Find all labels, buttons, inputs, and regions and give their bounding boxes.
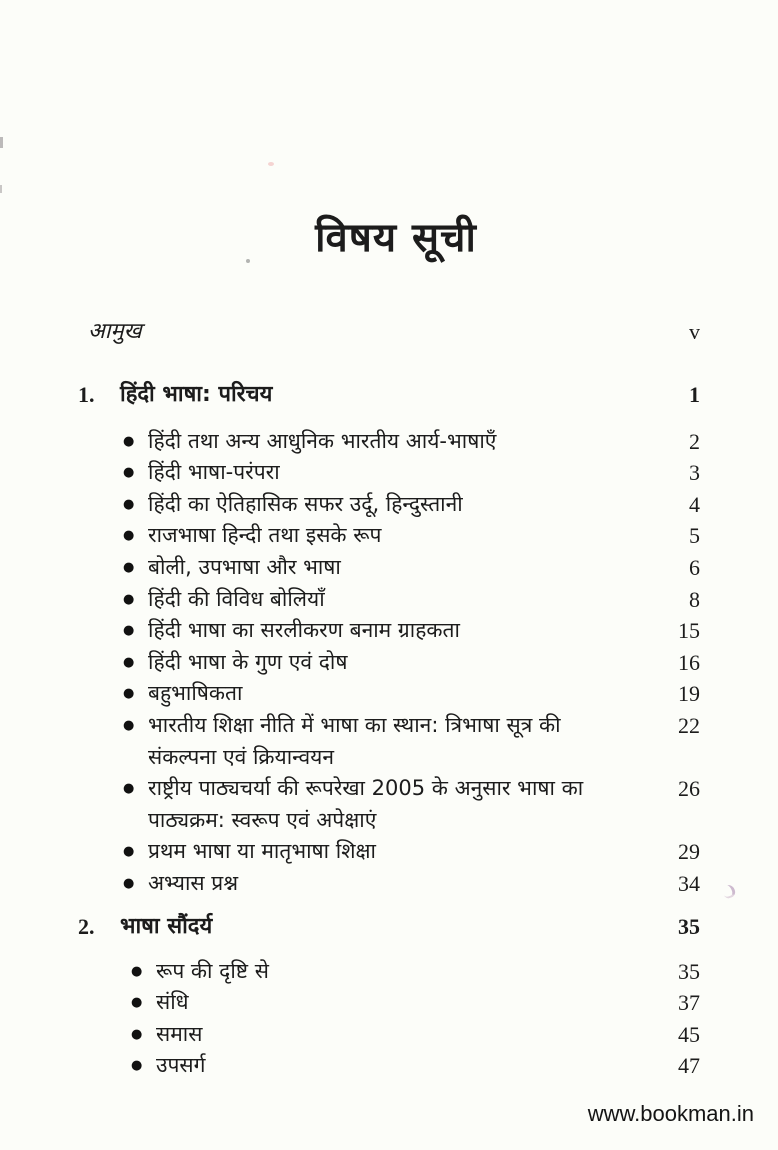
toc-item-label xyxy=(148,773,654,836)
toc-item xyxy=(78,678,700,710)
toc-item-label: हिंदी तथा अन्य आधुनिक भारतीय आर्य-भाषाएँ xyxy=(148,428,497,453)
toc-item-line2: पाठ्यक्रम: स्वरूप एवं अपेक्षाएं xyxy=(148,807,377,832)
toc-item-page: 45 xyxy=(678,1021,700,1047)
toc-item xyxy=(78,1019,700,1051)
toc-item-label: उपसर्ग xyxy=(156,1053,206,1078)
bullet-icon: ● xyxy=(131,995,143,1011)
toc-item xyxy=(78,584,700,616)
toc-item xyxy=(78,710,700,773)
scan-speck xyxy=(246,259,250,263)
preface-label: आमुख xyxy=(88,319,142,344)
toc-item-label: हिंदी भाषा का सरलीकरण बनाम ग्राहकता xyxy=(148,618,460,643)
toc-item xyxy=(78,836,700,868)
scan-speck xyxy=(268,162,274,166)
scan-artifact xyxy=(721,883,737,899)
page-title: विषय सूची xyxy=(315,215,477,261)
toc-item-label: बोली, उपभाषा और भाषा xyxy=(148,554,341,579)
bookman-watermark: www.bookman.in xyxy=(587,1101,754,1126)
toc-item-line1: राष्ट्रीय पाठ्यचर्या की रूपरेखा 2005 के अनुसार भाषा का xyxy=(148,776,584,801)
table-of-contents xyxy=(78,316,700,1082)
scan-edge-mark xyxy=(0,137,3,148)
section-number: 1. xyxy=(78,381,95,407)
section-number: 2. xyxy=(78,913,95,939)
toc-item-page: 6 xyxy=(689,554,700,580)
toc-item xyxy=(78,987,700,1019)
bullet-icon: ● xyxy=(131,1026,143,1042)
toc-item xyxy=(78,489,700,521)
toc-item-page: 47 xyxy=(678,1053,700,1079)
toc-row-preface xyxy=(78,316,700,348)
toc-item-label: राजभाषा हिन्दी तथा इसके रूप xyxy=(148,523,382,548)
toc-item xyxy=(78,1050,700,1082)
toc-item xyxy=(78,520,700,552)
toc-item-page: 2 xyxy=(689,428,700,454)
toc-item-page: 15 xyxy=(678,618,700,644)
bullet-icon: ● xyxy=(123,496,135,512)
toc-row-section-1 xyxy=(78,378,700,411)
toc-item-page: 26 xyxy=(678,776,700,802)
toc-item-label: प्रथम भाषा या मातृभाषा शिक्षा xyxy=(148,839,376,864)
toc-item xyxy=(78,615,700,647)
toc-item xyxy=(78,426,700,458)
bullet-icon: ● xyxy=(123,686,135,702)
toc-item-line2: संकल्पना एवं क्रियान्वयन xyxy=(148,744,334,769)
toc-item xyxy=(78,552,700,584)
toc-item-page: 5 xyxy=(689,523,700,549)
toc-item-label: हिंदी की विविध बोलियाँ xyxy=(148,586,325,611)
toc-item-label: हिंदी का ऐतिहासिक सफर उर्दू, हिन्दुस्तानी xyxy=(148,491,463,516)
bullet-icon: ● xyxy=(123,717,135,733)
toc-item-label: रूप की दृष्टि से xyxy=(156,958,269,983)
toc-item-page: 8 xyxy=(689,586,700,612)
section-title: हिंदी भाषा: परिचय xyxy=(120,381,273,407)
bullet-icon: ● xyxy=(131,1058,143,1074)
bullet-icon: ● xyxy=(123,623,135,639)
toc-item xyxy=(78,647,700,679)
bullet-icon: ● xyxy=(131,963,143,979)
toc-row-section-2 xyxy=(78,910,700,943)
toc-item-page: 3 xyxy=(689,460,700,486)
toc-item-page: 35 xyxy=(678,958,700,984)
bullet-icon: ● xyxy=(123,559,135,575)
bullet-icon: ● xyxy=(123,433,135,449)
toc-item-page: 22 xyxy=(678,712,700,738)
toc-item-label: समास xyxy=(156,1021,203,1046)
toc-item xyxy=(78,773,700,836)
section-page-number: 35 xyxy=(678,913,700,939)
bullet-icon: ● xyxy=(123,875,135,891)
bullet-icon: ● xyxy=(123,591,135,607)
toc-item-label: हिंदी भाषा के गुण एवं दोष xyxy=(148,649,348,674)
toc-item xyxy=(78,457,700,489)
section-title: भाषा सौंदर्य xyxy=(120,913,213,939)
scan-edge-mark xyxy=(0,185,2,193)
toc-item-page: 34 xyxy=(678,870,700,896)
toc-item-label: हिंदी भाषा-परंपरा xyxy=(148,460,280,485)
toc-item-label: संधि xyxy=(156,990,189,1015)
toc-item-page: 16 xyxy=(678,649,700,675)
toc-item xyxy=(78,868,700,900)
toc-item-page: 19 xyxy=(678,681,700,707)
bullet-icon: ● xyxy=(123,528,135,544)
toc-item-label: अभ्यास प्रश्न xyxy=(148,870,239,895)
bullet-icon: ● xyxy=(123,465,135,481)
bullet-icon: ● xyxy=(123,844,135,860)
preface-page-number: v xyxy=(689,319,700,344)
toc-item-line1: भारतीय शिक्षा नीति में भाषा का स्थान: त्रिभाषा सूत्र की xyxy=(148,712,561,737)
bullet-icon: ● xyxy=(123,654,135,670)
toc-item-label: बहुभाषिकता xyxy=(148,681,243,706)
toc-item xyxy=(78,956,700,988)
section-page-number: 1 xyxy=(689,381,700,407)
toc-item-page: 37 xyxy=(678,990,700,1016)
bullet-icon: ● xyxy=(123,781,135,797)
toc-item-label xyxy=(148,710,654,773)
toc-item-page: 29 xyxy=(678,839,700,865)
toc-item-page: 4 xyxy=(689,491,700,517)
